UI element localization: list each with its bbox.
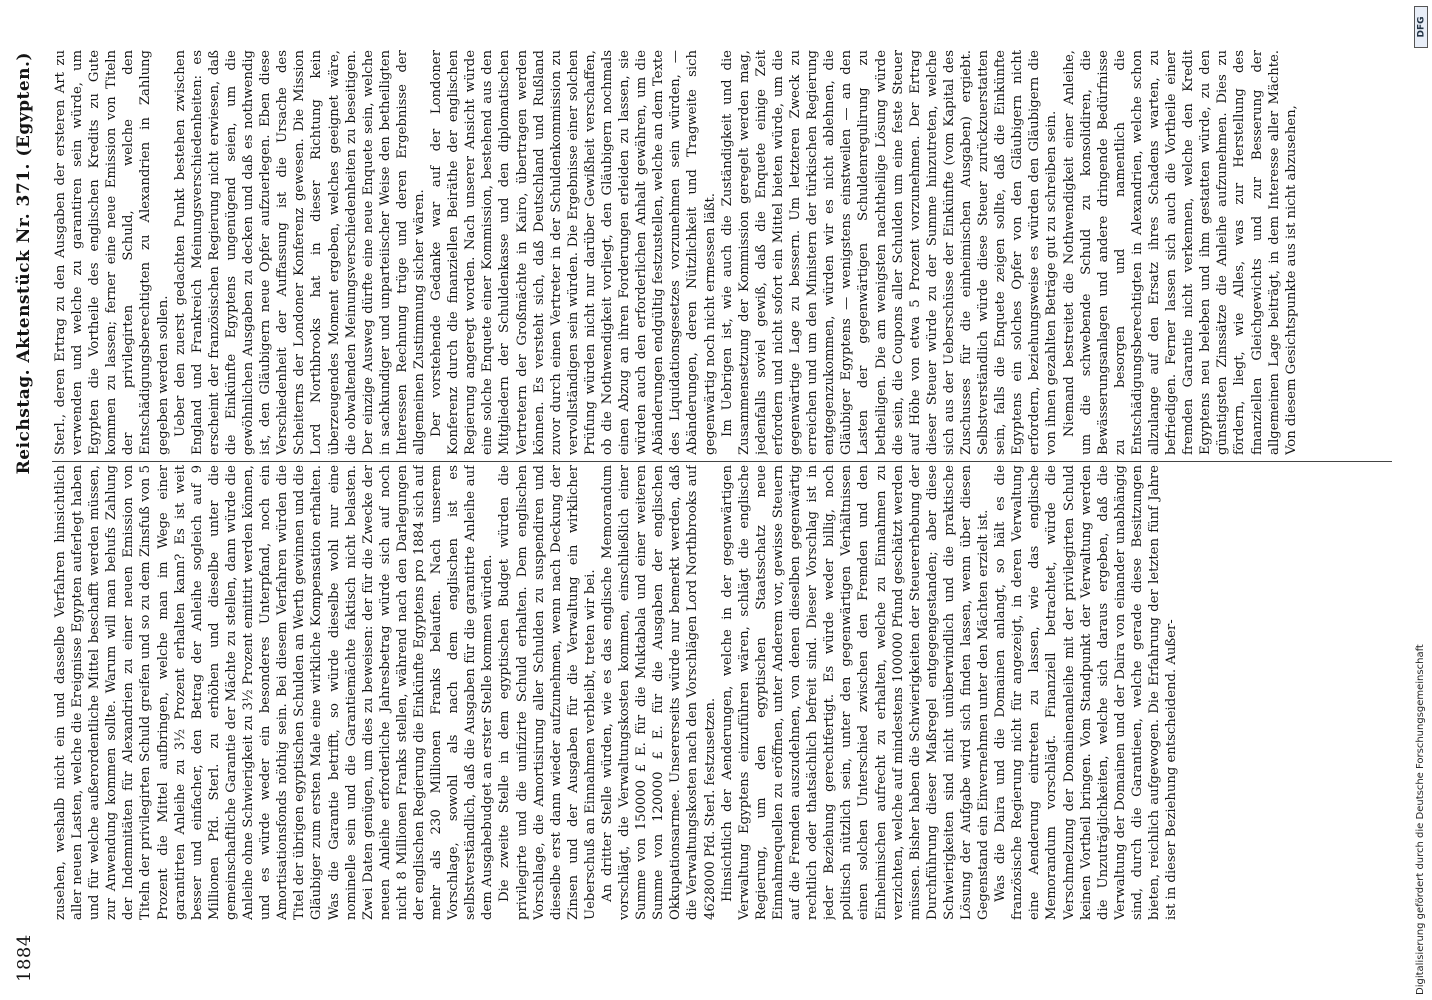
dfg-logo-text: DFG: [1416, 16, 1427, 38]
page-header: [2, 52, 46, 982]
digitization-credit: Digitalisierung gefördert durch die Deutsche Forschungsgemeinschaft: [1415, 644, 1426, 995]
paragraph: Ueber den zuerst gedachten Punkt bestehen zwischen England und Frankreich Meinungsverschiedenheiten: es erscheint der französischen Regierung nicht erwiesen, daß die Einkünfte Egyptens ungenügend seien, um die gewöhnlichen Ausgaben zu decken und daß es nothwendig ist, den Gläubigern neue Opfer aufzuerlegen. Eben diese Verschiedenheit der Auffassung ist die Ursache des Scheiterns der Londoner Konferenz gewesen. Die Mission Lord Northbrooks hat in dieser Richtung kein überzeugendes Moment ergeben, welches geeignet wäre, die obwaltenden Meinungsverschiedenheiten zu beseitigen. Der einzige Ausweg dürfte eine neue Enquete sein, welche in sachkundiger und unparteiischer Weise den betheiligten Interessen Rechnung trüge und deren Ergebnisse der allgemeinen Zustimmung sicher wären.: [172, 50, 427, 455]
paragraph: Die zweite Stelle in dem egyptischen Budget würden die privilegirte und die unifizirte Schuld erhalten. Dem englischen Vorschlage, die Amortisirung aller Schulden zu suspendiren und dieselbe erst dann wieder aufzunehmen, wenn nach Deckung der Zinsen und der Ausgaben für die Verwaltung ein wirklicher Ueberschuß an Einnahmen verbleibt, treten wir bei.: [497, 465, 598, 920]
page-year: 1884: [13, 934, 35, 982]
paragraph: Was die Daira und die Domainen anlangt, so hält es die französische Regierung nicht für angezeigt, in deren Verwaltung eine Aenderung eintreten zu lassen, wie das englische Memorandum vorschlägt. Finanziell betrachtet, würde die Verschmelzung der Domainenanleihe mit der privilegirten Schuld keinen Vortheil bringen. Vom Standpunkt der Verwaltung werden die Unzuträglichkeiten, welche sich daraus ergeben, daß die Verwaltung der Domainen und der Daira von einander unabhängig sind, durch die Garantieen, welche gerade diese Besitzungen bieten, reichlich aufgewogen. Die Erfahrung der letzten fünf Jahre ist in dieser Beziehung entscheidend. Außer-: [993, 465, 1180, 920]
paragraph: Der vorstehende Gedanke war auf der Londoner Konferenz durch die finanziellen Beiräthe der englischen Regierung angeregt worden. Nach unserer Ansicht würde eine solche Enquete einer Kommission, bestehend aus den Mitgliedern der Schuldenkasse und den diplomatischen Vertretern der Großmächte in Kairo, übertragen werden können. Es versteht sich, daß Deutschland und Rußland zuvor durch einen Vertreter in der Schuldenkommission zu vervollständigen sein würden. Die Ergebnisse einer solchen Prüfung würden nicht nur darüber Gewißheit verschaffen, ob die Nothwendigkeit vorliegt, den Gläubigern nochmals einen Abzug an ihren Forderungen erleiden zu lassen, sie würden auch den erforderlichen Anhalt gewähren, um die Abänderungen endgültig festzustellen, welche an dem Texte des Liquidationsgesetzes vorzunehmen sein würden, — Abänderungen, deren Nützlichkeit und Tragweite sich gegenwärtig noch nicht ermessen läßt.: [429, 50, 718, 455]
right-column: [52, 465, 1377, 920]
dfg-logo: [1414, 6, 1428, 48]
paragraph: Sterl., deren Ertrag zu den Ausgaben der ersteren Art zu verwenden und welche zu garantiren sein würde, um Egypten die Vortheile des englischen Kredits zu Gute kommen zu lassen; ferner eine neue Emission von Titeln der privilegirten Schuld, welche den Entschädigungsberechtigten zu Alexandrien in Zahlung gegeben werden sollen.: [53, 50, 171, 455]
rotated-scan: [0, 40, 1400, 1000]
page-title: Reichstag. Aktenstück Nr. 371. (Egypten.): [14, 52, 34, 475]
paragraph: Hinsichtlich der Aenderungen, welche in der gegenwärtigen Verwaltung Egyptens einzuführen wären, schlägt die englische Regierung, um den egyptischen Staatsschatz neue Einnahmequellen zu eröffnen, unter Anderem vor, gewisse Steuern auf die Fremden auszudehnen, von denen dieselben gegenwärtig rechtlich oder thatsächlich befreit sind. Dieser Vorschlag ist in jeder Beziehung gerechtfertigt. Es würde weder billig, noch politisch nützlich sein, unter den gegenwärtigen Verhältnissen einen solchen Unterschied zwischen den Fremden und den Einheimischen aufrecht zu erhalten, welche zu Einnahmen zu verzichten, welche auf mindestens 100000 Pfund geschätzt werden müssen. Bisher haben die Schwierigkeiten der Steuererhebung der Durchführung dieser Maßregel entgegengestanden; aber diese Schwierigkeiten sind nicht unüberwindlich und die praktische Lösung der Aufgabe wird sich finden lassen, wenn über diesen Gegenstand ein Einvernehmen unter den Mächten erzielt ist.: [719, 465, 992, 920]
paragraph: An dritter Stelle würden, wie es das englische Memorandum vorschlägt, die Verwaltungskosten kommen, einschließlich einer Summe von 150000 £ E. für die Muktabala und einer weiteren Summe von 120000 £ E. für die Ausgaben der englischen Okkupationsarmee. Unsererseits würde nur bemerkt werden, daß die Verwaltungskosten nach den Vorschlägen Lord Northbrooks auf 4628000 Pfd. Sterl. festzusetzen.: [600, 465, 718, 920]
paragraph: zusehen, weshalb nicht ein und dasselbe Verfahren hinsichtlich aller neuen Lasten, welche die Ereignisse Egypten auferlegt haben und für welche außerordentliche Mittel beschafft werden müssen, zur Anwendung kommen sollte. Warum will man behufs Zahlung der Indemnitäten für Alexandrien zu einer neuen Emission von Titeln der privilegirten Schuld greifen und so zu dem Zinsfuß von 5 Prozent die Mittel aufbringen, welche man im Wege einer garantirten Anleihe zu 3½ Prozent erhalten kann? Es ist weit besser und einfacher, den Betrag der Anleihe sogleich auf 9 Millionen Pfd. Sterl. zu erhöhen und dieselbe unter die gemeinschaftliche Garantie der Mächte zu stellen, dann würde die Anleihe ohne Schwierigkeit zu 3½ Prozent emittirt werden können, und es würde weder ein besonderes Unterpfand, noch ein Amortisationsfonds nöthig sein. Bei diesem Verfahren würden die Titel der übrigen egyptischen Schulden an Werth gewinnen und die Gläubiger zum ersten Male eine wirkliche Kompensation erhalten. Was die Garantie betrifft, so würde dieselbe wohl nur eine nominelle sein und die Garantiemächte faktisch nicht belasten. Zwei Daten genügen, um dies zu beweisen: der für die Zwecke der neuen Anleihe erforderliche Jahresbetrag würde sich auf noch nicht 8 Millionen Franks stellen, während nach den Darlegungen der englischen Regierung die Einkünfte Egyptens pro 1884 sich auf mehr als 230 Millionen Franks belaufen. Nach unserem Vorschlage, sowohl als nach dem englischen ist es selbstverständlich, daß die Ausgaben für die garantirte Anleihe auf dem Ausgabebudget an erster Stelle kommen würden.: [53, 465, 496, 920]
column-divider: [52, 461, 1392, 462]
paragraph: Niemand bestreitet die Nothwendigkeit einer Anleihe, um die schwebende Schuld zu konsolidiren, die Bewässerungsanlagen und andere dringende Bedürfnisse zu besorgen und namentlich die Entschädigungsberechtigten in Alexandrien, welche schon allzulange auf den Ersatz ihres Schadens warten, zu befriedigen. Ferner lassen sich auch die Vortheile einer fremden Garantie nicht verkennen, welche den Kredit Egyptens neu beleben und ihm gestatten würde, zu den günstigsten Zinssätze die Anleihe aufzunehmen. Dies zu fördern, liegt, wie Alles, was zur Herstellung des finanziellen Gleichgewichts und zur Besserung der allgemeinen Lage beiträgt, in dem Interesse aller Mächte. Von diesem Gesichtspunkte aus ist nicht abzusehen,: [1061, 50, 1299, 455]
left-column: [52, 50, 1377, 455]
paragraph: Im Uebrigen ist, wie auch die Zuständigkeit und die Zusammensetzung der Kommission geregelt werden mag, jedenfalls soviel gewiß, daß die Enquete einige Zeit erfordern und nicht sofort ein Mittel bieten würde, um die gegenwärtige Lage zu bessern. Um letzteren Zweck zu erreichen und um den Ministern der türkischen Regierung entgegenzukommen, würden wir es nicht ablehnen, die Gläubiger Egyptens — wenigstens einstweilen — an den Lasten der gegenwärtigen Schuldenregulirung zu betheiligen. Die am wenigsten nachtheilige Lösung würde die sein, die Coupons aller Schulden um eine feste Steuer auf Höhe von etwa 5 Prozent vorzunehmen. Der Ertrag dieser Steuer würde zu der Summe hinzutreten, welche sich aus der Ueberschüsse der Einkünfte (vom Kapital des Zuschusses für die einheimischen Ausgaben) ergiebt. Selbstverständlich würde diese Steuer zurückzuerstatten sein, falls die Enquete zeigen sollte, daß die Einkünfte Egyptens ein solches Opfer von den Gläubigern nicht erfordern, beziehungsweise es würden den Gläubigern die von ihnen gezahlten Beträge gut zu schreiben sein.: [719, 50, 1060, 455]
document-page: [0, 40, 1400, 1000]
